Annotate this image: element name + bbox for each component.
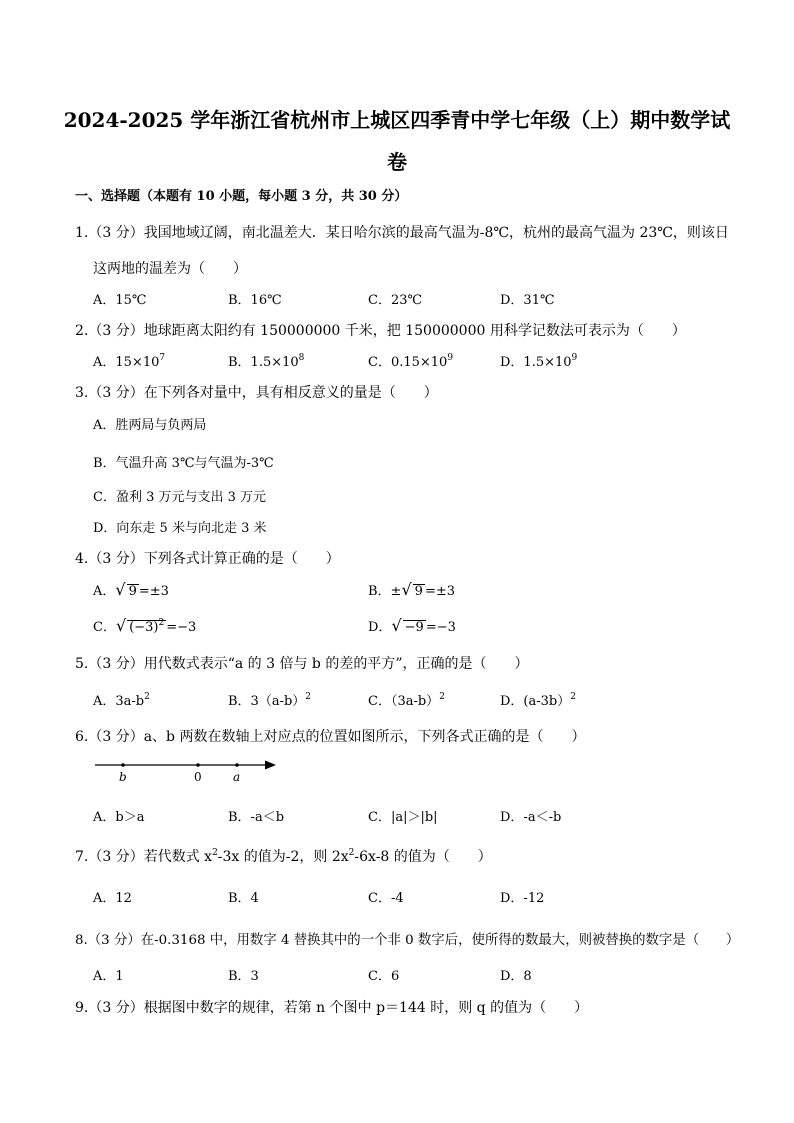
question-5-option-d: D．(a-3b）$^2$ [500,692,576,709]
question-6-option-c: C．|a|＞|b| [368,810,438,825]
page-title-line1: 2024-2025 学年浙江省杭州市上城区四季青中学七年级（上）期中数学试 [63,108,731,132]
question-5-stem: 5.（3 分）用代数式表示“a 的 3 倍与 b 的差的平方”，正确的是（ ） [75,656,529,672]
question-1-option-b: B．16℃ [228,293,282,308]
question-5-option-a: A．$3a-b^2$ [93,692,150,709]
question-7-option-b: B．4 [228,891,259,906]
question-7-stem: 7.（3 分）若代数式 $x^2-3x$ 的值为-2，则 $2x^2-6x-8$ 的值为（ ） [75,848,492,865]
question-5-option-c: C．$(3a-b)^2$ [368,692,445,709]
question-1-stem-cont: 这两地的温差为（ ） [93,261,247,277]
question-1-option-c: C．23℃ [368,293,423,308]
section-heading: 一、选择题（本题有 10 小题，每小题 3 分，共 30 分） [75,189,408,204]
question-3-option-b: B．气温升高 3℃与气温为-3℃ [93,456,274,471]
question-3-option-c: C．盈利 3 万元与支出 3 万元 [93,490,267,505]
question-2-option-c: C．$0.15\times 10^9$ [368,353,454,370]
question-3-stem: 3.（3 分）在下列各对量中，具有相反意义的量是（ ） [75,385,438,401]
question-8-option-a: A．1 [93,969,124,984]
point-b [121,763,125,767]
question-2-stem: 2.（3 分）地球距离太阳约有 150000000 千米，把 150000000 用科学记数法可表示为（ ） [75,323,686,339]
number-line-figure [90,756,290,786]
axis-label-zero: 0 [194,770,202,784]
question-4-stem: 4.（3 分）下列各式计算正确的是（ ） [75,551,340,567]
question-4-option-a: A．√ 9 =±3 [93,580,169,599]
question-7-option-a: A．12 [93,891,132,906]
question-4-option-c: C．√ $(-3)^2 =-3$ [93,616,197,635]
axis-label-a: a [233,770,241,784]
question-4-option-b: B．±√ 9 =±3 [368,580,455,599]
question-3-option-d: D．向东走 5 米与向北走 3 米 [93,521,267,536]
question-8-stem: 8.（3 分）在-0.3168 中，用数字 4 替换其中的一个非 0 数字后，使所得的数最大，则被替换的数字是（ ） [75,933,740,948]
question-1-stem: 1.（3 分）我国地域辽阔，南北温差大．某日哈尔滨的最高气温为-8℃，杭州的最高气温为 23℃，则该日 [75,225,729,241]
point-zero [196,763,200,767]
question-6-option-d: D．-a＜-b [500,810,562,825]
point-a [235,763,239,767]
page-title-line2: 卷 [387,150,407,174]
question-2-option-b: B．$1.5\times 10^8$ [228,353,305,370]
question-7-option-c: C．-4 [368,891,404,906]
question-6-option-a: A．b＞a [93,810,145,825]
question-8-option-b: B．3 [228,969,259,984]
question-4-option-d: D．√ −9 =−3 [368,616,456,635]
question-2-option-a: A．$15\times 10^7$ [93,353,166,370]
question-2-option-d: D．$1.5\times 10^9$ [500,353,578,370]
question-9-stem: 9.（3 分）根据图中数字的规律，若第 n 个图中 p＝144 时，则 q 的值为（ ） [75,1000,589,1016]
question-6-option-b: B．-a＜b [228,810,285,825]
question-3-option-a: A．胜两局与负两局 [93,418,207,433]
question-1-option-d: D．31℃ [500,293,555,308]
number-line-arrow [265,761,276,770]
axis-label-b: b [119,770,127,784]
question-7-option-d: D．-12 [500,891,545,906]
question-6-stem: 6.（3 分）a、b 两数在数轴上对应点的位置如图所示，下列各式正确的是（ ） [75,729,586,745]
question-1-option-a: A．15℃ [93,293,147,308]
question-8-option-c: C．6 [368,969,400,984]
question-5-option-b: B．$3(a-b)^2$ [228,692,312,709]
question-8-option-d: D．8 [500,969,532,984]
